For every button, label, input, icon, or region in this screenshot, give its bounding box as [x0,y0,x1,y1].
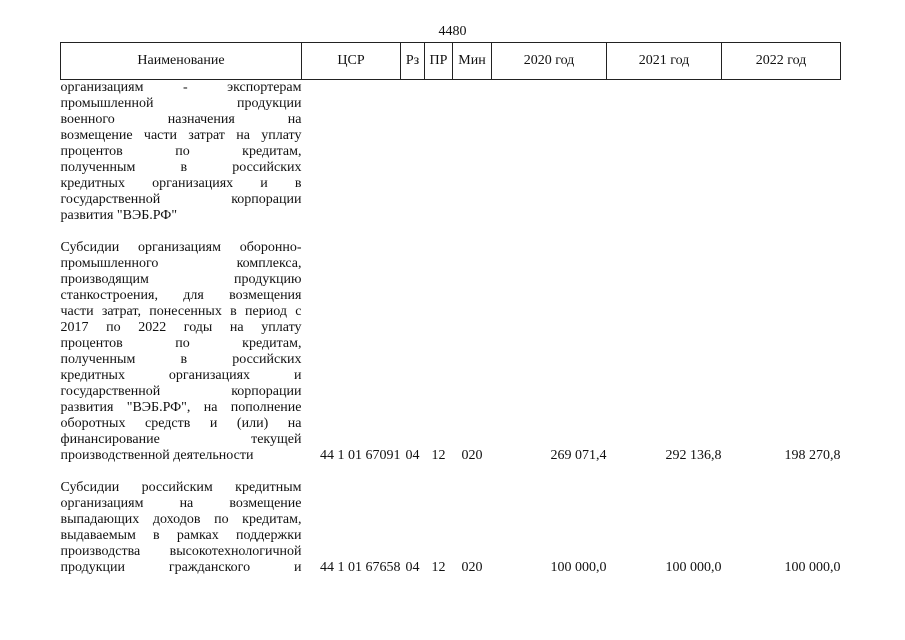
name-line: промышленной продукции [60,96,302,111]
page-number: 4480 [438,24,467,39]
cell-rz: 04 [405,560,420,575]
cell-pr: 12 [431,560,446,575]
cell-2022 [722,80,841,225]
header-rz: Рз [401,43,425,80]
cell-2021: 100 000,0 [665,560,722,575]
cell-2021: 292 136,8 [665,448,722,463]
header-2021: 2021 год [607,43,722,80]
name-line: 2017 по 2022 годы на уплату [60,320,302,335]
cell-csr: 44 1 01 67658 [320,560,401,575]
table-row [61,80,841,225]
cell-csr [302,80,401,225]
cell-csr: 44 1 01 67091 [320,448,401,463]
cell-2022: 100 000,0 [784,560,841,575]
header-name: Наименование [61,43,302,80]
name-line: Субсидии организациям оборонно- [60,240,302,255]
cell-min [453,80,492,225]
cell-name [61,80,302,225]
cell-2020: 100 000,0 [550,560,607,575]
table-row [61,480,841,576]
name-line: выпадающих доходов по кредитам, [60,512,302,527]
name-line: государственной корпорации [60,192,302,207]
name-line: производящим продукцию [60,272,302,287]
name-line: организациям на возмещение [60,496,302,511]
cell-2020: 269 071,4 [550,448,607,463]
name-line: Субсидии российским кредитным [60,480,302,495]
name-line: процентов по кредитам, [60,336,302,351]
name-line: продукции гражданского и [60,560,302,575]
name-line: производства высокотехнологичной [60,544,302,559]
table-row [61,240,841,464]
name-line: организациям - экспортерам [60,80,302,95]
cell-pr: 12 [431,448,446,463]
name-line: возмещение части затрат на уплату [60,128,302,143]
name-line: военного назначения на [60,112,302,127]
name-line: станкостроения, для возмещения [60,288,302,303]
name-line: производственной деятельности [60,448,254,463]
header-2022: 2022 год [722,43,841,80]
cell-min: 020 [461,448,483,463]
header-min: Мин [453,43,492,80]
cell-name [61,240,302,464]
name-line: оборотных средств и (или) на [60,416,302,431]
header-pr: ПР [425,43,453,80]
cell-rz: 04 [405,448,420,463]
table-body [61,80,841,577]
cell-2021 [607,80,722,225]
row-separator [61,464,841,480]
header-csr: ЦСР [302,43,401,80]
name-line: процентов по кредитам, [60,144,302,159]
cell-rz [401,80,425,225]
name-line: выдаваемым в рамках поддержки [60,528,302,543]
row-separator [61,224,841,240]
name-line: кредитных организациях и в [60,176,302,191]
cell-2020 [492,80,607,225]
name-line: государственной корпорации [60,384,302,399]
name-line: части затрат, понесенных в период с [60,304,302,319]
cell-pr [425,80,453,225]
name-line: кредитных организациях и [60,368,302,383]
name-line: полученным в российских [60,352,302,367]
cell-2022: 198 270,8 [784,448,841,463]
cell-min: 020 [461,560,483,575]
cell-name [61,480,302,576]
name-line: финансирование текущей [60,432,302,447]
table-header-row [61,43,841,80]
name-line: развития "ВЭБ.РФ", на пополнение [60,400,302,415]
name-line: полученным в российских [60,160,302,175]
name-line: промышленного комплекса, [60,256,302,271]
name-line: развития "ВЭБ.РФ" [60,208,178,223]
budget-table [60,42,841,576]
header-2020: 2020 год [492,43,607,80]
